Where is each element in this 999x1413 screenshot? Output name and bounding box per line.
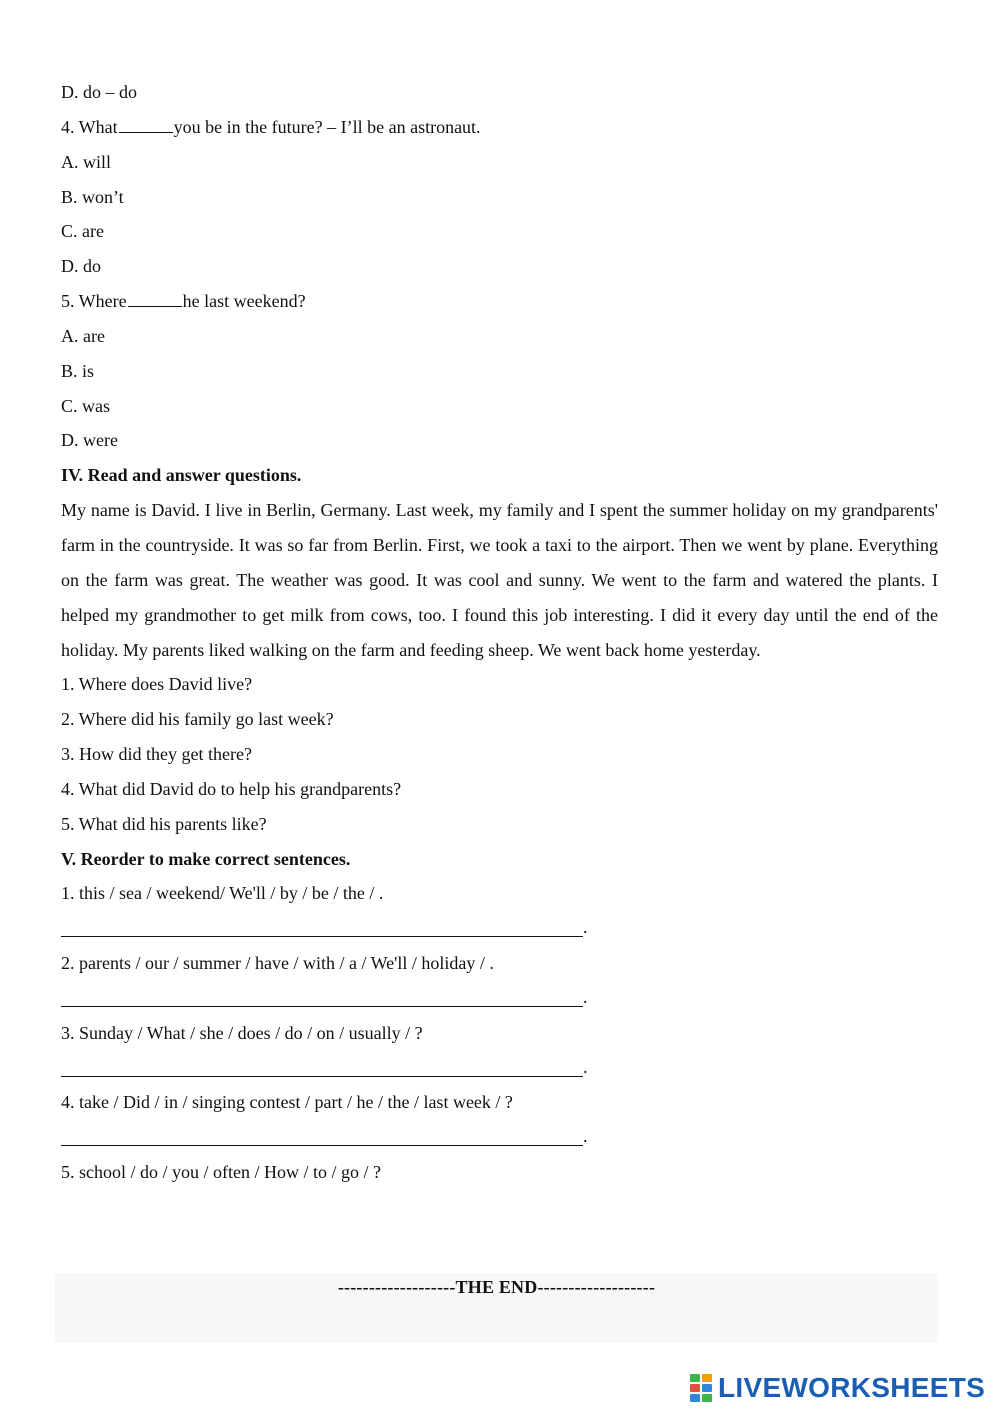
answer-period: . [583, 986, 588, 1007]
logo-tile [690, 1394, 700, 1402]
reading-question-5: 5. What did his parents like? [61, 813, 267, 834]
answer-rule [61, 936, 583, 937]
reorder-item-3: 3. Sunday / What / she / does / do / on / usually / ? [61, 1022, 423, 1043]
q4-option-b: B. won’t [61, 186, 124, 207]
reading-question-1: 1. Where does David live? [61, 674, 253, 695]
liveworksheets-logo[interactable] [690, 1372, 985, 1404]
end-banner [55, 1273, 938, 1343]
reorder-answer-3[interactable] [61, 1051, 938, 1086]
q4-option-d: D. do [61, 256, 101, 277]
q5-text-after: he last weekend? [182, 291, 306, 312]
q5-option-d: D. were [61, 430, 118, 451]
answer-period: . [583, 917, 588, 938]
liveworksheets-logo-icon [690, 1374, 714, 1402]
reorder-answer-4[interactable] [61, 1120, 938, 1155]
answer-rule [61, 1145, 583, 1146]
logo-tile [690, 1384, 700, 1392]
answer-period: . [583, 1126, 588, 1147]
q5-option-a: A. are [61, 325, 105, 346]
worksheet-content [61, 75, 938, 1190]
section5-heading: V. Reorder to make correct sentences. [61, 848, 351, 869]
q4-question [61, 110, 938, 145]
logo-tile [690, 1374, 700, 1382]
logo-tile [702, 1374, 712, 1382]
q4-text-after: you be in the future? – I’ll be an astronaut. [173, 116, 481, 137]
reading-question-2: 2. Where did his family go last week? [61, 709, 334, 730]
q5-blank [128, 305, 182, 307]
section4-heading: IV. Read and answer questions. [61, 465, 302, 486]
reading-question-3: 3. How did they get there? [61, 744, 252, 765]
answer-rule [61, 1006, 583, 1007]
q4-blank [119, 131, 173, 133]
reorder-item-4: 4. take / Did / in / singing contest / part / he / the / last week / ? [61, 1092, 513, 1113]
q3-option-d: D. do – do [61, 82, 137, 102]
q5-text-before: 5. Where [61, 291, 127, 312]
reading-question-4: 4. What did David do to help his grandparents? [61, 778, 402, 799]
liveworksheets-brand-text: LIVEWORKSHEETS [718, 1372, 986, 1403]
q5-option-c: C. was [61, 395, 110, 416]
logo-tile [702, 1394, 712, 1402]
q4-option-c: C. are [61, 221, 104, 242]
q4-option-a: A. will [61, 151, 112, 172]
reading-passage: My name is David. I live in Berlin, Germany. Last week, my family and I spent the summer holiday on my grandparents' farm in the countryside. It was so far from Berlin. First, we took a taxi to the airport. Then we went by plane. Everything on the farm was great. The weather was good. It was cool and sunny. We went to the farm and watered the plants. I helped my grandmother to get milk from cows, too. I found this job interesting. I did it every day until the end of the holiday. My parents liked walking on the farm and feeding sheep. We went back home yesterday. [61, 500, 938, 660]
reorder-item-1: 1. this / sea / weekend/ We'll / by / be / the / . [61, 883, 384, 904]
end-text: -------------------THE END------------------- [337, 1277, 656, 1297]
reorder-item-5: 5. school / do / you / often / How / to / go / ? [61, 1162, 381, 1183]
answer-period: . [583, 1056, 588, 1077]
q5-option-b: B. is [61, 360, 95, 381]
q5-question [61, 284, 938, 319]
reorder-answer-1[interactable] [61, 911, 938, 946]
reorder-item-2: 2. parents / our / summer / have / with / a / We'll / holiday / . [61, 953, 494, 974]
answer-rule [61, 1076, 583, 1077]
q4-text-before: 4. What [61, 116, 118, 137]
logo-tile [702, 1384, 712, 1392]
reorder-answer-2[interactable] [61, 981, 938, 1016]
